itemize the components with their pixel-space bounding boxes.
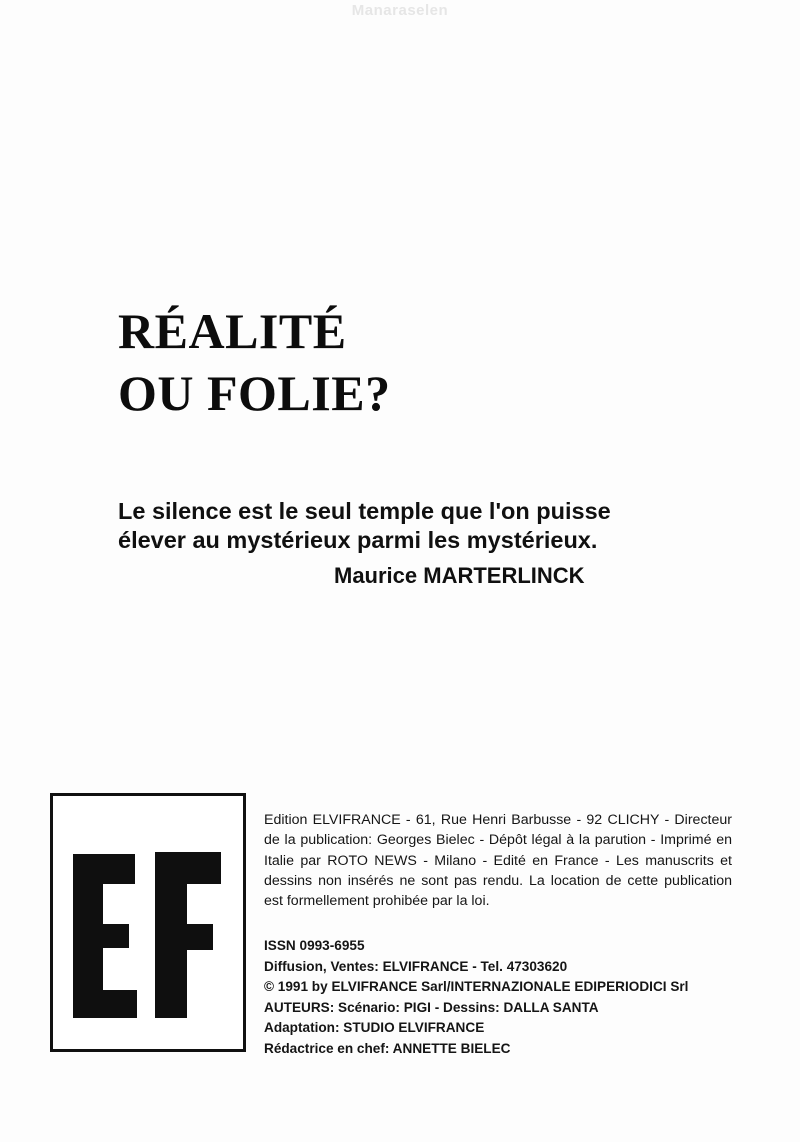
title-line-1: RÉALITÉ bbox=[118, 303, 347, 359]
quote-author: Maurice MARTERLINCK bbox=[334, 563, 585, 588]
authors-line: AUTEURS: Scénario: PIGI - Dessins: DALLA SANTA bbox=[264, 999, 599, 1015]
ef-logo-icon bbox=[53, 796, 243, 1049]
diffusion-line: Diffusion, Ventes: ELVIFRANCE - Tel. 47303620 bbox=[264, 958, 568, 974]
epigraph-quote bbox=[118, 497, 611, 555]
publication-credits bbox=[264, 936, 744, 1059]
copyright-line: © 1991 by ELVIFRANCE Sarl/INTERNAZIONALE EDIPERIODICI Srl bbox=[264, 979, 689, 994]
quote-line-2: élever au mystérieux parmi les mystérieux. bbox=[118, 527, 598, 553]
publisher-logo bbox=[50, 793, 246, 1052]
quote-line-1: Le silence est le seul temple que l'on puisse bbox=[118, 498, 611, 524]
issn-line: ISSN 0993-6955 bbox=[264, 938, 365, 953]
page-title bbox=[118, 300, 391, 424]
editor-line: Rédactrice en chef: ANNETTE BIELEC bbox=[264, 1040, 511, 1056]
publication-imprint: Edition ELVIFRANCE - 61, Rue Henri Barbusse - 92 CLICHY - Directeur de la publication: Georges Bielec - Dépôt légal à la parution - Imprimé en Italie par ROTO NEWS - Milano - Edité en France - Les manuscrits et dessins non insérés ne sont pas rendu. La location de cette publication est formellement prohibée par la loi. bbox=[264, 812, 732, 910]
title-line-2: OU FOLIE? bbox=[118, 365, 391, 421]
watermark: Manaraselen bbox=[351, 2, 449, 19]
adaptation-line: Adaptation: STUDIO ELVIFRANCE bbox=[264, 1020, 485, 1035]
